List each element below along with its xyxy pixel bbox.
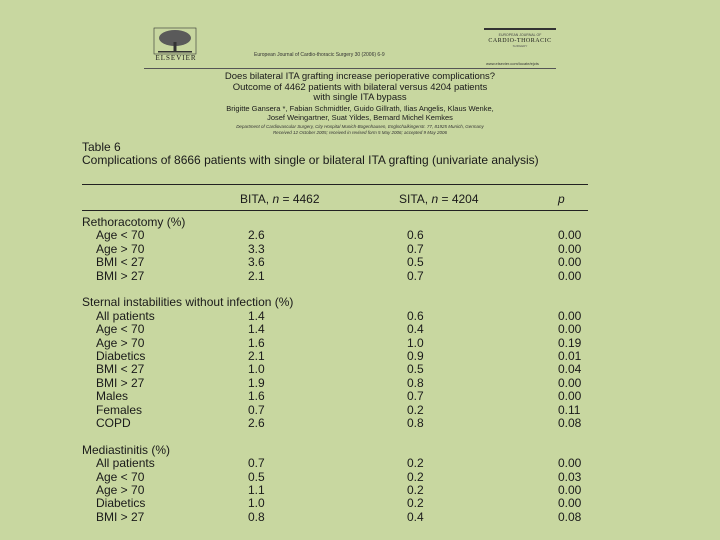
table-row <box>0 457 720 470</box>
table-row <box>0 497 720 510</box>
row-label: Age < 70 <box>96 322 145 337</box>
column-header-sita: SITA, n = 4204 <box>399 192 479 206</box>
table-row <box>0 404 720 417</box>
journal-citation: European Journal of Cardio-thoracic Surgery 30 (2006) 6-9 <box>254 52 385 58</box>
table-row <box>0 310 720 323</box>
bita-value: 0.8 <box>248 509 265 524</box>
bita-value: 2.1 <box>248 268 265 283</box>
sita-value: 0.2 <box>407 469 424 484</box>
sita-value: 0.9 <box>407 349 424 363</box>
bita-value: 2.1 <box>248 349 265 363</box>
column-header-p: p <box>558 192 565 206</box>
sita-value: 1.0 <box>407 335 424 350</box>
p-value: 0.00 <box>558 389 582 404</box>
column-header-bita: BITA, n = 4462 <box>240 192 320 206</box>
journal-url: www.elsevier.com/locate/ejcts <box>486 61 539 66</box>
p-value: 0.00 <box>558 456 582 471</box>
journal-header <box>0 0 720 80</box>
article-received: Received 12 October 2005; received in revised form 5 May 2006; accepted 9 May 2006 <box>272 130 448 135</box>
sita-value: 0.5 <box>407 362 424 377</box>
bita-value: 3.6 <box>248 255 265 270</box>
table-row <box>0 229 720 242</box>
elsevier-tree-icon <box>154 28 196 54</box>
table-row <box>0 323 720 336</box>
publisher-logo <box>148 28 204 64</box>
bita-value: 1.6 <box>248 335 265 350</box>
row-label: BMI > 27 <box>96 268 145 283</box>
p-value: 0.00 <box>558 308 582 323</box>
table-row <box>0 363 720 376</box>
p-value: 0.03 <box>558 469 582 484</box>
journal-logo-small: EUROPEAN JOURNAL OF <box>498 33 542 37</box>
article-title-line-3: with single ITA bypass <box>313 92 407 103</box>
table-section-row <box>0 296 720 309</box>
bita-value: 2.6 <box>248 416 265 430</box>
table-row <box>0 243 720 256</box>
p-value: 0.01 <box>558 349 582 363</box>
bita-value: 2.6 <box>248 228 265 243</box>
p-value: 0.00 <box>558 228 582 243</box>
table-row <box>0 337 720 350</box>
journal-logo-name: CARDIO-THORACIC <box>488 38 552 44</box>
table-row <box>0 377 720 390</box>
p-value: 0.00 <box>558 255 582 270</box>
sita-value: 0.2 <box>407 483 424 497</box>
row-label: Sternal instabilities without infection (%) <box>82 295 294 310</box>
table-body <box>0 211 720 524</box>
sita-value: 0.2 <box>407 402 424 417</box>
sita-value: 0.6 <box>407 308 424 323</box>
p-value: 0.00 <box>558 496 582 511</box>
authors-line-2: Josef Weingartner, Suat Yildes, Bernard Michel Kemkes <box>267 113 453 122</box>
p-value: 0.00 <box>558 483 582 497</box>
article-title-line-1: Does bilateral ITA grafting increase perioperative complications? <box>224 71 496 82</box>
article-authors <box>160 104 560 122</box>
sita-value: 0.4 <box>407 509 424 524</box>
bita-value: 1.1 <box>248 483 265 497</box>
row-label: All patients <box>96 456 155 471</box>
row-label: Age < 70 <box>96 228 145 243</box>
p-value: 0.00 <box>558 375 582 390</box>
p-value: 0.11 <box>558 402 581 417</box>
p-value: 0.08 <box>558 416 582 430</box>
table-rule-top <box>82 184 588 185</box>
bita-value: 1.9 <box>248 375 265 390</box>
table-section-row <box>0 283 720 296</box>
table-row <box>0 511 720 524</box>
table-caption: Complications of 8666 patients with single or bilateral ITA grafting (univariate analysis) <box>82 153 539 167</box>
sita-value: 0.4 <box>407 322 424 337</box>
row-label: Age > 70 <box>96 335 145 350</box>
sita-value: 0.6 <box>407 228 424 243</box>
sita-value: 0.8 <box>407 416 424 430</box>
sita-value: 0.7 <box>407 268 424 283</box>
table-row <box>0 256 720 269</box>
table-section-row <box>0 430 720 443</box>
table-row <box>0 484 720 497</box>
table-row <box>0 270 720 283</box>
bita-value: 1.4 <box>248 322 265 337</box>
table-section-row <box>0 216 720 229</box>
row-label: Females <box>96 402 143 417</box>
table-row <box>0 350 720 363</box>
p-value: 0.19 <box>558 335 582 350</box>
table-row <box>0 417 720 430</box>
sita-value: 0.2 <box>407 456 424 471</box>
row-label: Age > 70 <box>96 483 145 497</box>
row-label: Diabetics <box>96 496 146 511</box>
table-label: Table 6 <box>82 140 121 154</box>
publisher-name: ELSEVIER <box>155 54 197 62</box>
p-value: 0.08 <box>558 509 582 524</box>
table-row <box>0 390 720 403</box>
row-label: Mediastinitis (%) <box>82 442 171 457</box>
header-divider <box>144 68 556 69</box>
article-title <box>160 72 560 104</box>
authors-line-1: Brigitte Gansera *, Fabian Schmidtler, Guido Gillrath, Ilias Angelis, Klaus Wenke, <box>226 104 494 113</box>
journal-logo-small2: SURGERY <box>512 44 528 48</box>
row-label: COPD <box>96 416 131 430</box>
row-label: BMI < 27 <box>96 362 145 377</box>
row-label: BMI < 27 <box>96 255 145 270</box>
article-affiliation: Department of Cardiovascular Surgery, City Hospital Munich-Bogenhausen, Englschalkingerstr. 77, 81925 Munich, Germany <box>236 124 484 129</box>
sita-value: 0.8 <box>407 375 424 390</box>
bita-value: 1.0 <box>248 496 265 511</box>
bita-value: 0.7 <box>248 456 265 471</box>
row-label: Rethoracotomy (%) <box>82 215 186 229</box>
sita-value: 0.2 <box>407 496 424 511</box>
bita-value: 3.3 <box>248 241 265 256</box>
bita-value: 1.0 <box>248 362 265 377</box>
row-label: BMI > 27 <box>96 509 145 524</box>
journal-logo-bar <box>484 28 556 30</box>
sita-value: 0.5 <box>407 255 424 270</box>
bita-value: 0.5 <box>248 469 265 484</box>
article-title-line-2: Outcome of 4462 patients with bilateral versus 4204 patients <box>232 81 488 93</box>
row-label: Diabetics <box>96 349 146 363</box>
p-value: 0.00 <box>558 322 582 337</box>
p-value: 0.00 <box>558 268 582 283</box>
row-label: Age > 70 <box>96 241 145 256</box>
bita-value: 1.4 <box>248 308 265 323</box>
row-label: BMI > 27 <box>96 375 145 390</box>
sita-value: 0.7 <box>407 241 424 256</box>
journal-logo <box>484 28 556 64</box>
bita-value: 0.7 <box>248 402 265 417</box>
row-label: Males <box>96 389 129 404</box>
table-section-row <box>0 444 720 457</box>
row-label: All patients <box>96 308 155 323</box>
table-row <box>0 471 720 484</box>
row-label: Age < 70 <box>96 469 145 484</box>
bita-value: 1.6 <box>248 389 265 404</box>
sita-value: 0.7 <box>407 389 424 404</box>
p-value: 0.04 <box>558 362 582 377</box>
p-value: 0.00 <box>558 241 582 256</box>
